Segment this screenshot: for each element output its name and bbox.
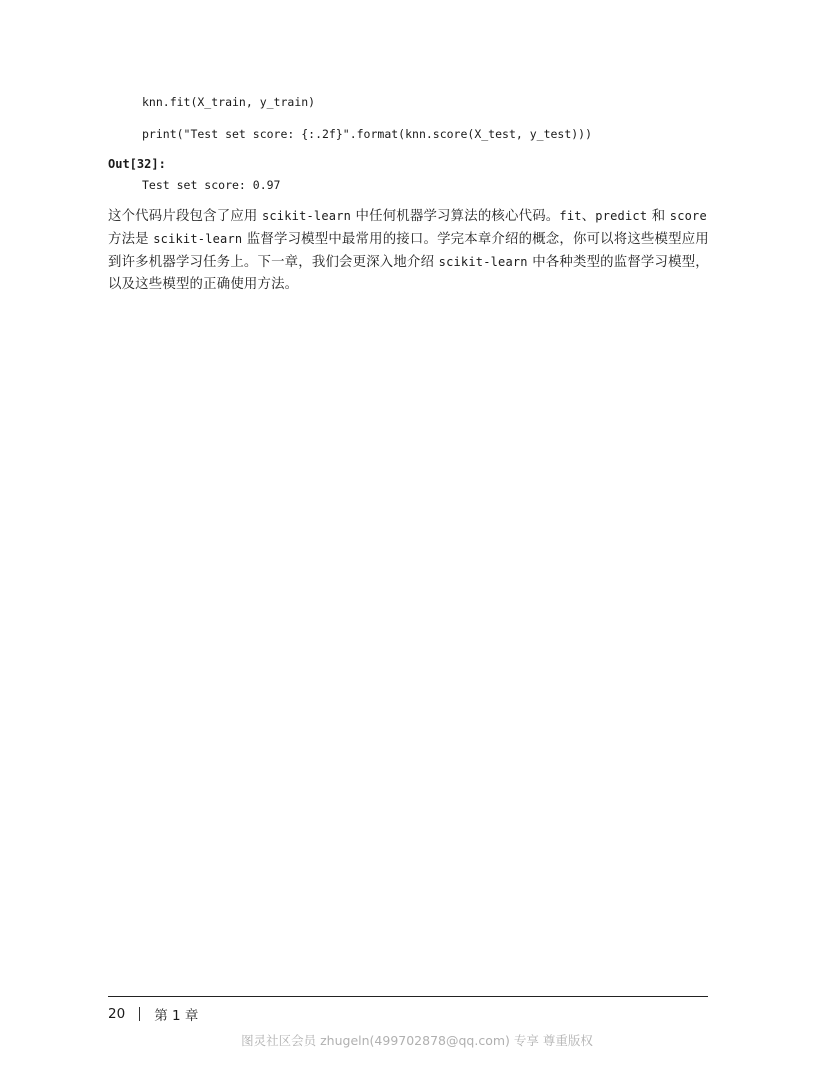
paragraph-text: 中各种类型的监督学习模型，以及这些模型的正确使用方法。 [108,255,709,292]
page-number: 20 [108,1006,126,1022]
inline-code-scikit-learn: scikit-learn [438,255,528,269]
paragraph-text: 方法是 [108,232,154,247]
code-line-print-score: print("Test set score: {:.2f}".format(knn.score(X_test, y_test))) [142,127,593,141]
paragraph-text: 监督学习模型中最常用的接口。学完本章介绍的概念，你可以将这些模型应用到许多机器学习任务上。下一章，我们会更深入地介绍 [108,232,709,270]
inline-code-scikit-learn: scikit-learn [153,232,243,246]
footer-divider [108,996,708,997]
paragraph-text: 中任何机器学习算法的核心代码。 [351,209,560,224]
chapter-label: 第 1 章 [154,1008,199,1024]
footer-separator [139,1007,140,1021]
copyright-watermark: 图灵社区会员 zhugeln(499702878@qq.com) 专享 尊重版权 [241,1033,593,1048]
output-text: Test set score: 0.97 [142,178,281,192]
paragraph-text: 这个代码片段包含了应用 [108,209,262,224]
paragraph-text: 、 [581,209,596,224]
page-footer [108,1004,198,1024]
inline-code-predict: predict [595,209,648,223]
output-label: Out[32]: [108,157,166,171]
inline-code-scikit-learn: scikit-learn [261,209,352,223]
code-line-knn-fit: knn.fit(X_train, y_train) [142,95,316,109]
inline-code-fit: fit [559,209,582,223]
paragraph-text: 和 [647,209,670,224]
inline-code-score: score [669,209,707,223]
body-paragraph [108,205,710,296]
